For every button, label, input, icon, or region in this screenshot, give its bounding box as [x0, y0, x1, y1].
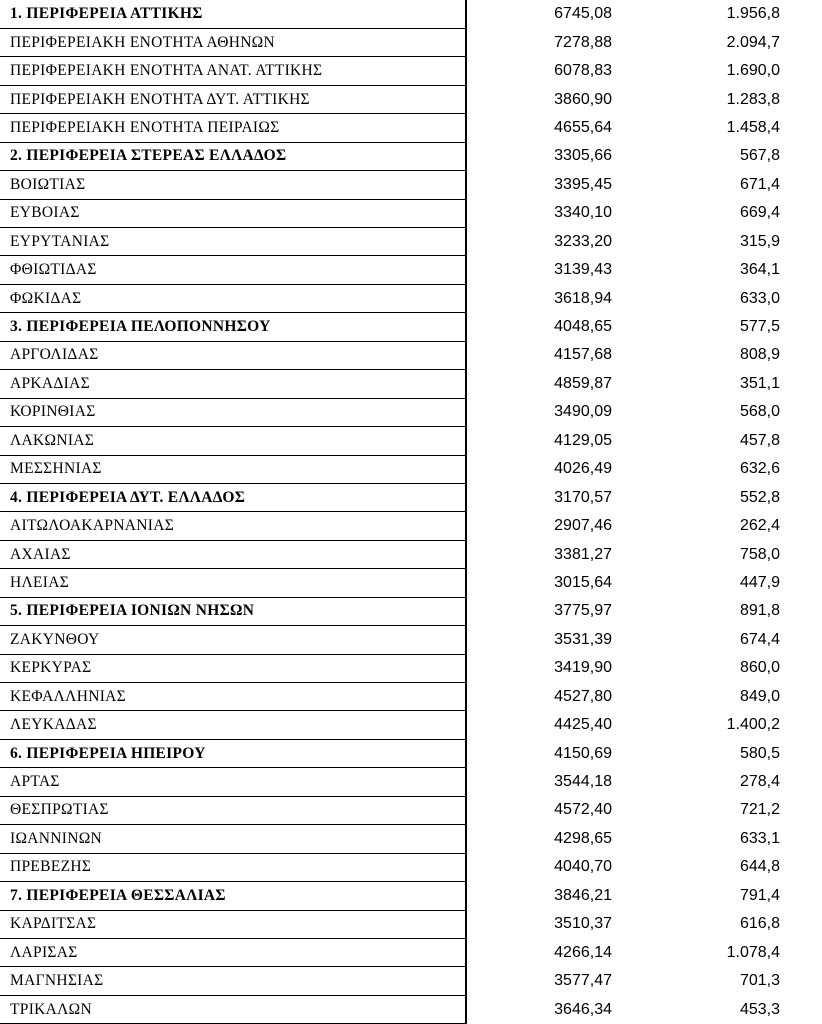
spacer-cell	[780, 228, 822, 256]
unit-name-cell: ΑΡΚΑΔΙΑΣ	[0, 370, 466, 398]
region-name-cell: 3. ΠΕΡΙΦΕΡΕΙΑ ΠΕΛΟΠΟΝΝΗΣΟΥ	[0, 313, 466, 341]
region-row	[0, 142, 822, 170]
table-row	[0, 256, 822, 284]
value1-cell: 3139,43	[554, 261, 612, 279]
spacer-cell	[780, 398, 822, 426]
region-row	[0, 739, 822, 767]
table-row	[0, 938, 822, 966]
value2-cell: 674,4	[739, 630, 780, 648]
spacer-cell	[780, 882, 822, 910]
value2-cell: 849,0	[739, 687, 780, 705]
spacer-cell	[780, 540, 822, 568]
region-row	[0, 483, 822, 511]
value2-cell: 1.078,4	[726, 943, 780, 961]
unit-name-cell: ΖΑΚΥΝΘΟΥ	[0, 626, 466, 654]
spacer-cell	[780, 825, 822, 853]
unit-name-cell: ΤΡΙΚΑΛΩΝ	[0, 995, 466, 1023]
table-row	[0, 85, 822, 113]
value2-cell: 453,3	[739, 1000, 780, 1018]
region-name-cell: 7. ΠΕΡΙΦΕΡΕΙΑ ΘΕΣΣΑΛΙΑΣ	[0, 882, 466, 910]
value1-cell: 4266,14	[554, 943, 612, 961]
value2-cell: 580,5	[739, 744, 780, 762]
table-row	[0, 455, 822, 483]
value1-cell: 4157,68	[554, 346, 612, 364]
table-row	[0, 427, 822, 455]
value2-cell: 808,9	[739, 346, 780, 364]
value1-cell: 4150,69	[554, 744, 612, 762]
unit-name-cell: ΠΕΡΙΦΕΡΕΙΑΚΗ ΕΝΟΤΗΤΑ ΑΘΗΝΩΝ	[0, 28, 466, 56]
spacer-cell	[780, 455, 822, 483]
value1-cell: 3170,57	[554, 488, 612, 506]
spacer-cell	[780, 853, 822, 881]
value1-cell: 3233,20	[554, 232, 612, 250]
value1-cell: 3340,10	[554, 204, 612, 222]
spacer-cell	[780, 313, 822, 341]
table-row	[0, 540, 822, 568]
unit-name-cell: ΠΕΡΙΦΕΡΕΙΑΚΗ ΕΝΟΤΗΤΑ ΠΕΙΡΑΙΩΣ	[0, 114, 466, 142]
value1-cell: 3846,21	[554, 886, 612, 904]
spacer-cell	[780, 85, 822, 113]
unit-name-cell: ΠΡΕΒΕΖΗΣ	[0, 853, 466, 881]
spacer-cell	[780, 938, 822, 966]
value1-cell: 4040,70	[554, 858, 612, 876]
value1-cell: 3419,90	[554, 659, 612, 677]
spacer-cell	[780, 199, 822, 227]
value1-cell: 7278,88	[554, 33, 612, 51]
value2-cell: 791,4	[739, 886, 780, 904]
value2-cell: 568,0	[739, 403, 780, 421]
region-name-cell: 4. ΠΕΡΙΦΕΡΕΙΑ ΔΥΤ. ΕΛΛΑΔΟΣ	[0, 483, 466, 511]
value1-cell: 4129,05	[554, 431, 612, 449]
value2-cell: 633,1	[739, 829, 780, 847]
value2-cell: 891,8	[739, 602, 780, 620]
spacer-cell	[780, 370, 822, 398]
spacer-cell	[780, 284, 822, 312]
value1-cell: 3395,45	[554, 175, 612, 193]
unit-name-cell: ΦΘΙΩΤΙΔΑΣ	[0, 256, 466, 284]
value1-cell: 6745,08	[554, 5, 612, 23]
region-row	[0, 882, 822, 910]
value2-cell: 315,9	[739, 232, 780, 250]
value2-cell: 633,0	[739, 289, 780, 307]
spacer-cell	[780, 654, 822, 682]
value2-cell: 616,8	[739, 915, 780, 933]
spacer-cell	[780, 114, 822, 142]
unit-name-cell: ΕΥΡΥΤΑΝΙΑΣ	[0, 228, 466, 256]
value1-cell: 3775,97	[554, 602, 612, 620]
table-row	[0, 171, 822, 199]
spacer-cell	[780, 256, 822, 284]
table-row	[0, 228, 822, 256]
value1-cell: 3646,34	[554, 1000, 612, 1018]
unit-name-cell: ΑΡΤΑΣ	[0, 768, 466, 796]
value2-cell: 671,4	[739, 175, 780, 193]
table-row	[0, 28, 822, 56]
value2-cell: 669,4	[739, 204, 780, 222]
value1-cell: 4048,65	[554, 318, 612, 336]
unit-name-cell: ΚΕΡΚΥΡΑΣ	[0, 654, 466, 682]
region-name-cell: 1. ΠΕΡΙΦΕΡΕΙΑ ΑΤΤΙΚΗΣ	[0, 0, 466, 28]
spacer-cell	[780, 967, 822, 995]
spacer-cell	[780, 512, 822, 540]
value2-cell: 552,8	[739, 488, 780, 506]
value2-cell: 351,1	[739, 374, 780, 392]
spacer-cell	[780, 597, 822, 625]
spacer-cell	[780, 683, 822, 711]
value2-cell: 567,8	[739, 147, 780, 165]
value2-cell: 758,0	[739, 545, 780, 563]
table-row	[0, 569, 822, 597]
region-row	[0, 597, 822, 625]
table-row	[0, 199, 822, 227]
value2-cell: 2.094,7	[726, 33, 780, 51]
spacer-cell	[780, 341, 822, 369]
table-row	[0, 398, 822, 426]
unit-name-cell: ΠΕΡΙΦΕΡΕΙΑΚΗ ΕΝΟΤΗΤΑ ΔΥΤ. ΑΤΤΙΚΗΣ	[0, 85, 466, 113]
unit-name-cell: ΙΩΑΝΝΙΝΩΝ	[0, 825, 466, 853]
table-row	[0, 683, 822, 711]
value1-cell: 3490,09	[554, 403, 612, 421]
spacer-cell	[780, 768, 822, 796]
unit-name-cell: ΛΑΚΩΝΙΑΣ	[0, 427, 466, 455]
unit-name-cell: ΛΕΥΚΑΔΑΣ	[0, 711, 466, 739]
table-row	[0, 825, 822, 853]
spacer-cell	[780, 796, 822, 824]
value1-cell: 3531,39	[554, 630, 612, 648]
value1-cell: 4859,87	[554, 374, 612, 392]
value1-cell: 3381,27	[554, 545, 612, 563]
value1-cell: 6078,83	[554, 62, 612, 80]
value1-cell: 3618,94	[554, 289, 612, 307]
table-row	[0, 853, 822, 881]
table-row	[0, 114, 822, 142]
region-name-cell: 2. ΠΕΡΙΦΕΡΕΙΑ ΣΤΕΡΕΑΣ ΕΛΛΑΔΟΣ	[0, 142, 466, 170]
value1-cell: 3577,47	[554, 972, 612, 990]
value2-cell: 447,9	[739, 573, 780, 591]
value1-cell: 4298,65	[554, 829, 612, 847]
value1-cell: 3510,37	[554, 915, 612, 933]
unit-name-cell: ΚΕΦΑΛΛΗΝΙΑΣ	[0, 683, 466, 711]
table-row	[0, 57, 822, 85]
value2-cell: 364,1	[739, 261, 780, 279]
region-name-cell: 5. ΠΕΡΙΦΕΡΕΙΑ ΙΟΝΙΩΝ ΝΗΣΩΝ	[0, 597, 466, 625]
value2-cell: 577,5	[739, 318, 780, 336]
spacer-cell	[780, 171, 822, 199]
spacer-cell	[780, 569, 822, 597]
value2-cell: 1.690,0	[726, 62, 780, 80]
unit-name-cell: ΒΟΙΩΤΙΑΣ	[0, 171, 466, 199]
value1-cell: 3544,18	[554, 773, 612, 791]
spacer-cell	[780, 57, 822, 85]
value2-cell: 1.458,4	[726, 118, 780, 136]
table-row	[0, 910, 822, 938]
spacer-cell	[780, 711, 822, 739]
unit-name-cell: ΘΕΣΠΡΩΤΙΑΣ	[0, 796, 466, 824]
table-row	[0, 370, 822, 398]
unit-name-cell: ΚΑΡΔΙΤΣΑΣ	[0, 910, 466, 938]
value2-cell: 278,4	[739, 773, 780, 791]
table-row	[0, 626, 822, 654]
region-name-cell: 6. ΠΕΡΙΦΕΡΕΙΑ ΗΠΕΙΡΟΥ	[0, 739, 466, 767]
table-row	[0, 341, 822, 369]
value2-cell: 1.956,8	[726, 5, 780, 23]
value2-cell: 644,8	[739, 858, 780, 876]
spacer-cell	[780, 626, 822, 654]
value1-cell: 4655,64	[554, 118, 612, 136]
value1-cell: 4572,40	[554, 801, 612, 819]
value1-cell: 4425,40	[554, 716, 612, 734]
value1-cell: 3860,90	[554, 90, 612, 108]
value2-cell: 701,3	[739, 972, 780, 990]
value2-cell: 1.283,8	[726, 90, 780, 108]
value2-cell: 721,2	[739, 801, 780, 819]
table-row	[0, 654, 822, 682]
value1-cell: 3305,66	[554, 147, 612, 165]
table-row	[0, 796, 822, 824]
value2-cell: 457,8	[739, 431, 780, 449]
unit-name-cell: ΑΙΤΩΛΟΑΚΑΡΝΑΝΙΑΣ	[0, 512, 466, 540]
spacer-cell	[780, 995, 822, 1023]
region-row	[0, 0, 822, 28]
unit-name-cell: ΛΑΡΙΣΑΣ	[0, 938, 466, 966]
value2-cell: 1.400,2	[726, 716, 780, 734]
spacer-cell	[780, 910, 822, 938]
table-row	[0, 967, 822, 995]
value1-cell: 2907,46	[554, 517, 612, 535]
table-row	[0, 711, 822, 739]
unit-name-cell: ΗΛΕΙΑΣ	[0, 569, 466, 597]
value2-cell: 632,6	[739, 460, 780, 478]
unit-name-cell: ΜΕΣΣΗΝΙΑΣ	[0, 455, 466, 483]
spacer-cell	[780, 739, 822, 767]
spacer-cell	[780, 483, 822, 511]
table-row	[0, 284, 822, 312]
region-row	[0, 313, 822, 341]
unit-name-cell: ΚΟΡΙΝΘΙΑΣ	[0, 398, 466, 426]
spacer-cell	[780, 427, 822, 455]
value1-cell: 4026,49	[554, 460, 612, 478]
spacer-cell	[780, 142, 822, 170]
unit-name-cell: ΑΡΓΟΛΙΔΑΣ	[0, 341, 466, 369]
table-row	[0, 768, 822, 796]
value1-cell: 3015,64	[554, 573, 612, 591]
unit-name-cell: ΠΕΡΙΦΕΡΕΙΑΚΗ ΕΝΟΤΗΤΑ ΑΝΑΤ. ΑΤΤΙΚΗΣ	[0, 57, 466, 85]
unit-name-cell: ΕΥΒΟΙΑΣ	[0, 199, 466, 227]
unit-name-cell: ΜΑΓΝΗΣΙΑΣ	[0, 967, 466, 995]
value2-cell: 262,4	[739, 517, 780, 535]
unit-name-cell: ΑΧΑΙΑΣ	[0, 540, 466, 568]
table-row	[0, 995, 822, 1023]
spacer-cell	[780, 0, 822, 28]
unit-name-cell: ΦΩΚΙΔΑΣ	[0, 284, 466, 312]
value1-cell: 4527,80	[554, 687, 612, 705]
spacer-cell	[780, 28, 822, 56]
value2-cell: 860,0	[739, 659, 780, 677]
table-row	[0, 512, 822, 540]
